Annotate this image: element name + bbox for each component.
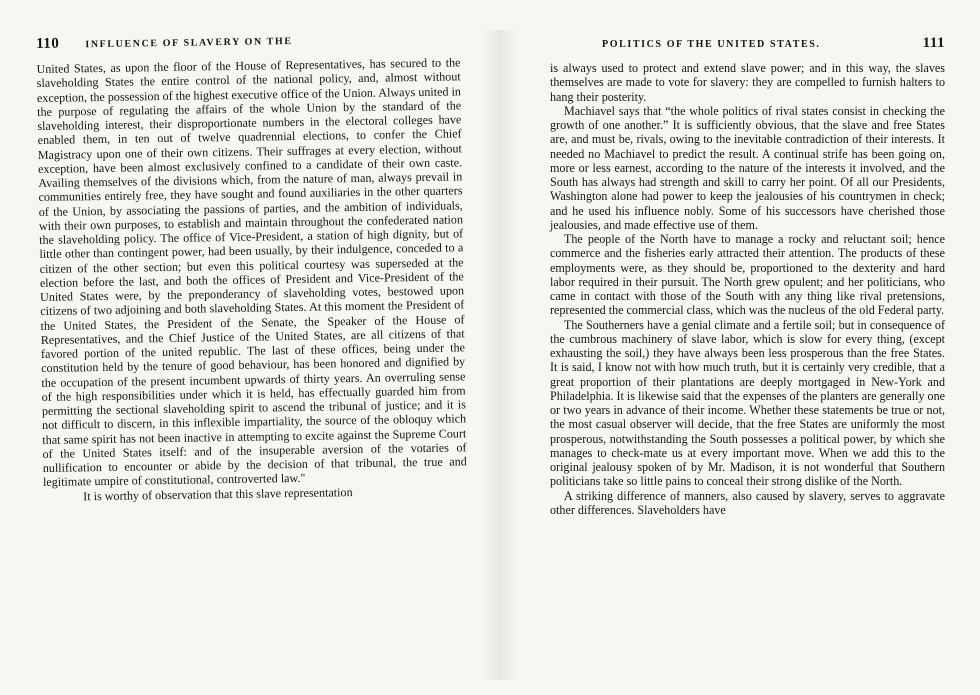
right-page-body <box>550 61 945 517</box>
book-gutter <box>480 30 520 680</box>
right-paragraph-4: The Southerners have a genial climate and a fertile soil; but in consequence of the cumbrous machinery of slave labor, which is slow for every thing, (except exhausting the soil,) they have always been less prosperous than the free States. It is said, I know not with how much truth, but it is certainly very credible, that a great proportion of their plantations are deeply mortgaged in New-York and Philadelphia. It is likewise said that the expenses of the planters are generally one or two years in advance of their income. Whether these statements be true or not, the most casual observer will decide, that the free States are uniformly the most prosperous, notwithstanding the South possesses a political power, by which she manages to check-mate us at every important move. When we add this to the original jealousy spoken of by Mr. Madison, it is not wonderful that Southern politicians take so little pains to conceal their strong dislike of the North. <box>550 317 945 489</box>
left-paragraph-2: It is worthy of observation that this slave representation <box>83 484 353 503</box>
left-page-body <box>36 55 467 503</box>
right-paragraph-5: A striking difference of manners, also caused by slavery, serves to aggravate other differences. Slaveholders have <box>550 488 945 517</box>
left-page-header <box>36 29 460 54</box>
right-paragraph-3: The people of the North have to manage a rocky and reluctant soil; hence commerce and the fisheries early attracted their attention. The products of these employments were, as they should be, proportioned to the dexterity and hard labor required in their pursuit. The North grew opulent; and her politicians, who came in contact with those of the South with any thing like rival pretensions, represented the commercial class, which was the nucleus of the old Federal party. <box>550 232 945 318</box>
right-page <box>550 35 945 517</box>
left-page-number: 110 <box>36 35 60 52</box>
left-paragraph-1: United States, as upon the floor of the House of Representatives, has secured to the slaveholding States the entire control of the national policy, and, almost without exception, the possession of the highest executive office of the Union. Always united in the purpose of regulating the affairs of the whole Union by the standard of the slaveholding interest, their disproportionate numbers in the electoral colleges have enabled them, in ten out of twelve quadrennial elections, to confer the Chief Magistracy upon one of their own citizens. Their suffrages at every election, without exception, have been almost exclusively confined to a candidate of their own caste. Availing themselves of the divisions which, from the nature of man, always prevail in communities entirely free, they have sought and found auxiliaries in the other quarters of the Union, by associating the passions of parties, and the ambition of individuals, with their own purposes, to establish and maintain throughout the confederated nation the slaveholding policy. The office of Vice-President, a station of high dignity, but of little other than contingent power, had been usually, by their indulgence, conceded to a citizen of the other section; but even this political courtesy was superseded at the election before the last, and both the offices of President and Vice-President of the United States were, by the preponderancy of slaveholding votes, bestowed upon citizens of two adjoining and both slaveholding States. At this moment the President of the United States, the President of the Senate, the Speaker of the House of Representatives, and the Chief Justice of the United States, are all citizens of that favored portion of the united republic. The last of these offices, being under the constitution held by the tenure of good behaviour, has been honored and dignified by the occupation of the present incumbent upwards of thirty years. An overruling sense of the high responsibilities under which it is held, has effectually guarded him from permitting the sectional slaveholding spirit to ascend the tribunal of justice; and it is not difficult to discern, in this inflexible impartiality, the source of the obloquy which that same spirit has not been inactive in attempting to excite against the Supreme Court of the United States itself: and of the insuperable aversion of the votaries of nullification to encounter or abide by the decision of that tribunal, the true and legitimate umpire of constitutional, controverted law." <box>36 55 467 490</box>
right-page-number: 111 <box>922 35 945 51</box>
right-running-head: POLITICS OF THE UNITED STATES. <box>602 39 821 50</box>
right-page-header <box>550 35 945 53</box>
right-paragraph-2: Machiavel says that “the whole politics of rival states consist in checking the growth of one another.” It is sufficiently obvious, that the slave and free States are, and must be, rivals, owing to the inevitable contradiction of their interests. It needed no Machiavel to predict the result. A continual strife has been going on, more or less earnest, according to the nature of the interests it involved, and the South has always had strength and skill to carry her point. Of all our Presidents, Washington alone had power to keep the jealousies of his countrymen in check; and he used his influence nobly. Some of his successors have cherished those jealousies, and made effective use of them. <box>550 103 945 232</box>
left-page <box>36 29 467 503</box>
left-running-head: INFLUENCE OF SLAVERY ON THE <box>85 35 293 51</box>
right-paragraph-1: is always used to protect and extend slave power; and in this way, the slaves themselves are made to vote for slavery: they are compelled to furnish halters to hang their posterity. <box>550 61 945 104</box>
